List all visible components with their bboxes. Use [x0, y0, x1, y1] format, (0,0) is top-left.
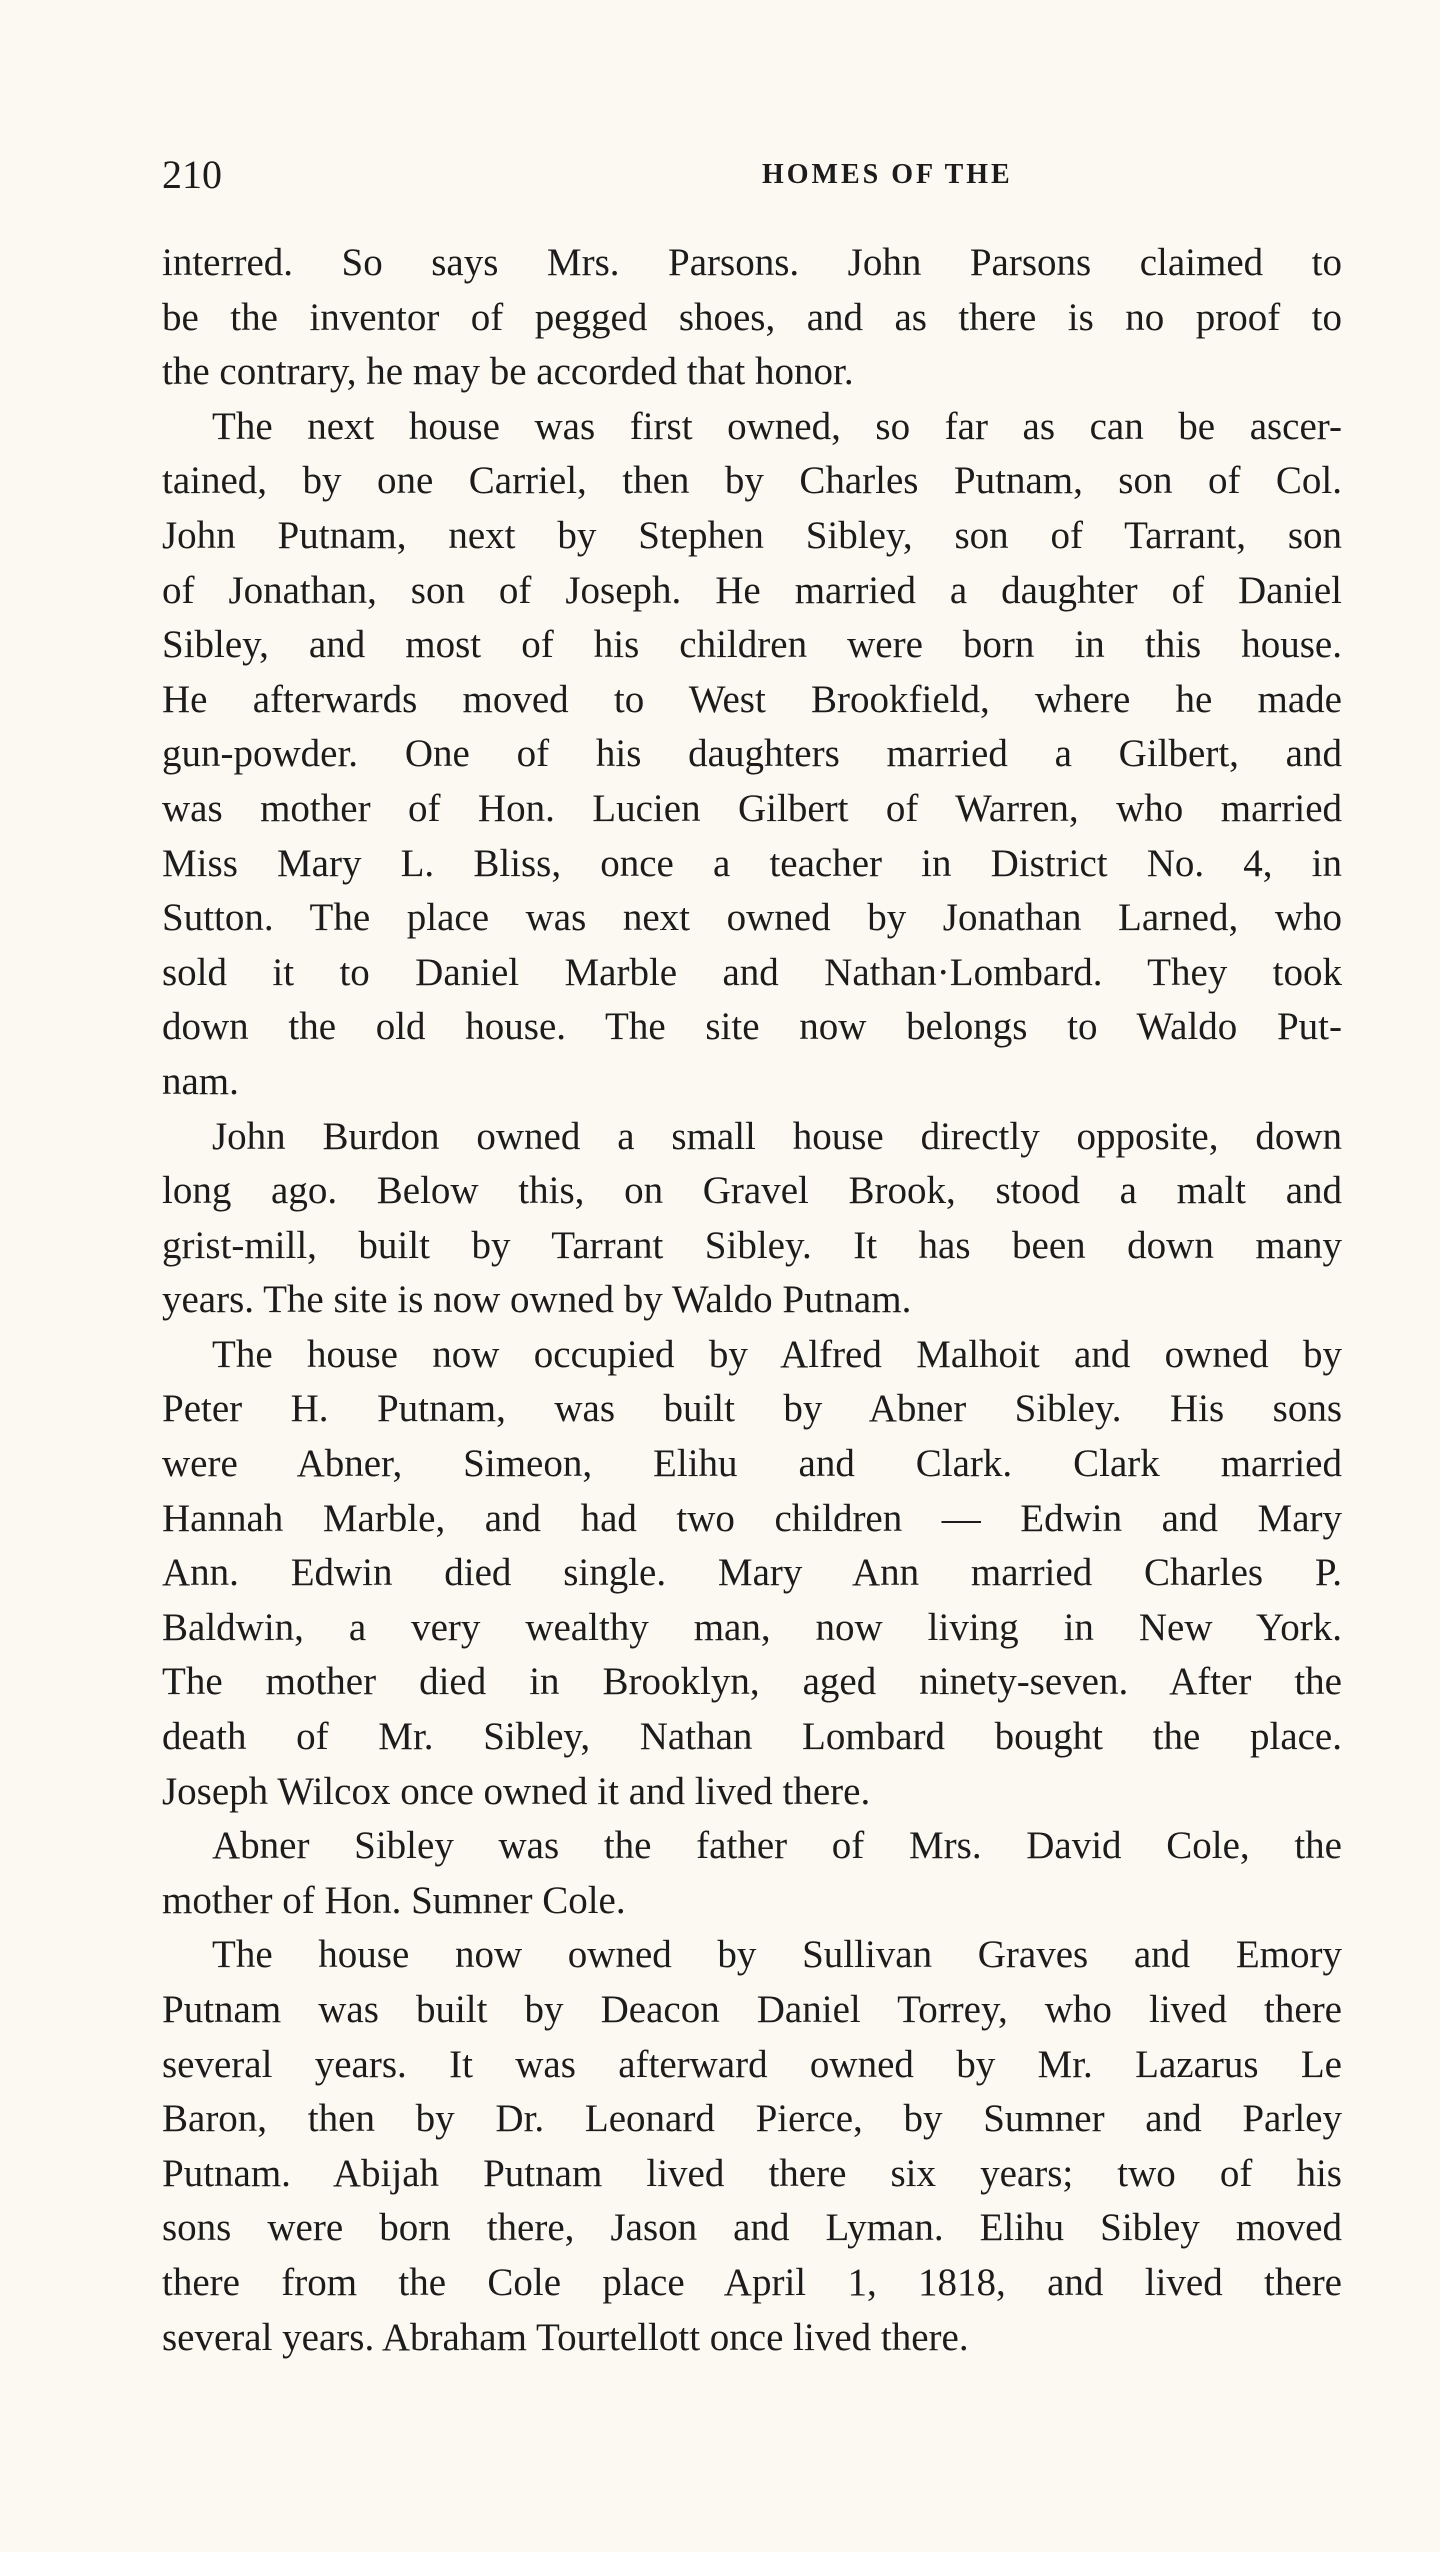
text-line: nam. — [162, 1059, 239, 1103]
text-line: Ann. Edwin died single. Mary Ann married Charles P. — [162, 1551, 1342, 1595]
text-line: of Jonathan, son of Joseph. He married a daughter of Daniel — [162, 568, 1342, 612]
text-line: Sibley, and most of his children were born in this house. — [162, 623, 1342, 667]
text-line: The house now occupied by Alfred Malhoit and owned by — [212, 1332, 1342, 1376]
text-line: Putnam was built by Deacon Daniel Torrey, who lived there — [162, 1988, 1342, 2031]
text-line: tained, by one Carriel, then by Charles Putnam, son of Col. — [162, 459, 1342, 503]
paragraph — [162, 1328, 1342, 1819]
text-line: mother of Hon. Sumner Cole. — [162, 1878, 626, 1922]
text-line: Peter H. Putnam, was built by Abner Sibley. His sons — [162, 1387, 1342, 1431]
text-line: Sutton. The place was next owned by Jonathan Larned, who — [162, 896, 1342, 940]
body-text — [162, 236, 1342, 2365]
running-head — [162, 150, 1342, 200]
paragraph — [162, 400, 1342, 1110]
text-line: be the inventor of pegged shoes, and as there is no proof to — [162, 295, 1342, 339]
text-line: gun-powder. One of his daughters married a Gilbert, and — [162, 732, 1342, 776]
text-line: was mother of Hon. Lucien Gilbert of Warren, who married — [162, 786, 1342, 830]
text-line: He afterwards moved to West Brookfield, where he made — [162, 677, 1342, 721]
text-line: there from the Cole place April 1, 1818, and lived there — [162, 2260, 1342, 2304]
text-line: John Putnam, next by Stephen Sibley, son of Tarrant, son — [162, 513, 1342, 557]
text-line: death of Mr. Sibley, Nathan Lombard bought the place. — [162, 1715, 1342, 1759]
text-line: Baron, then by Dr. Leonard Pierce, by Sumner and Parley — [162, 2097, 1342, 2141]
text-line: The next house was first owned, so far as can be ascer- — [212, 404, 1342, 448]
text-line: several years. It was afterward owned by Mr. Lazarus Le — [162, 2042, 1342, 2086]
text-line: Miss Mary L. Bliss, once a teacher in District No. 4, in — [162, 841, 1342, 885]
text-line: sons were born there, Jason and Lyman. Elihu Sibley moved — [162, 2206, 1342, 2250]
text-line: sold it to Daniel Marble and Nathan·Lombard. They took — [162, 950, 1342, 994]
text-line: years. The site is now owned by Waldo Putnam. — [162, 1278, 912, 1322]
paragraph — [162, 1110, 1342, 1328]
page-number: 210 — [162, 152, 222, 197]
text-line: John Burdon owned a small house directly opposite, down — [212, 1114, 1342, 1158]
text-line: were Abner, Simeon, Elihu and Clark. Clark married — [162, 1442, 1342, 1486]
text-line: The mother died in Brooklyn, aged ninety-seven. After the — [162, 1660, 1342, 1704]
text-line: grist-mill, built by Tarrant Sibley. It has been down many — [162, 1223, 1342, 1267]
running-title: HOMES OF THE — [762, 159, 1013, 190]
paragraph — [162, 236, 1342, 400]
text-line: The house now owned by Sullivan Graves and Emory — [212, 1933, 1342, 1977]
text-line: Baldwin, a very wealthy man, now living in New York. — [162, 1605, 1342, 1649]
text-line: down the old house. The site now belongs to Waldo Put- — [162, 1005, 1342, 1049]
text-line: Joseph Wilcox once owned it and lived there. — [162, 1769, 871, 1813]
paragraph — [162, 1819, 1342, 1928]
text-line: the contrary, he may be accorded that honor. — [162, 350, 854, 394]
text-line: long ago. Below this, on Gravel Brook, stood a malt and — [162, 1169, 1342, 1213]
text-line: interred. So says Mrs. Parsons. John Parsons claimed to — [162, 241, 1342, 284]
paragraph — [162, 1928, 1342, 2365]
text-line: Putnam. Abijah Putnam lived there six years; two of his — [162, 2151, 1342, 2195]
text-line: Abner Sibley was the father of Mrs. David Cole, the — [212, 1824, 1342, 1868]
text-line: several years. Abraham Tourtellott once lived there. — [162, 2315, 969, 2359]
text-line: Hannah Marble, and had two children — Edwin and Mary — [162, 1496, 1342, 1540]
